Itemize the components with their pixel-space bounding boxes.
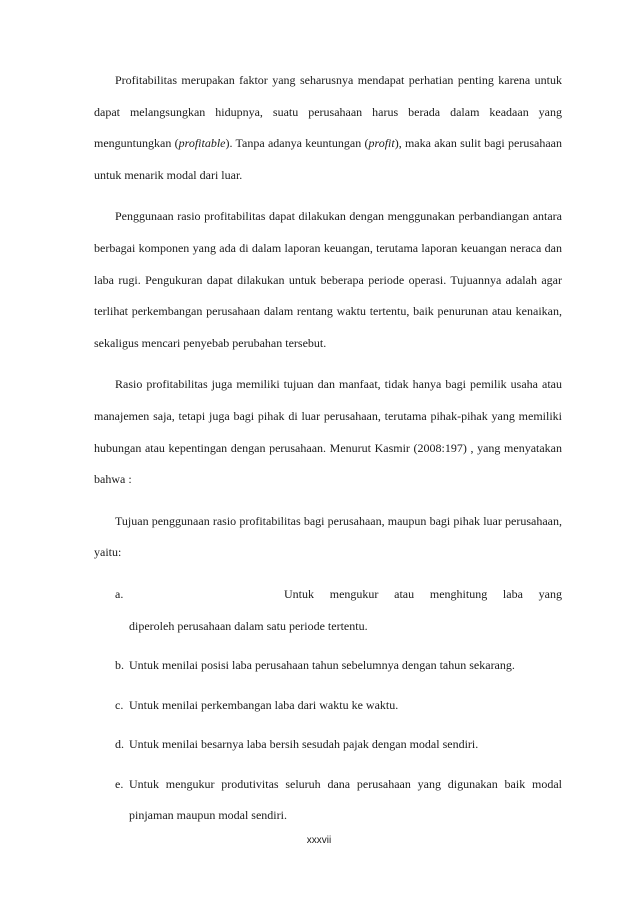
- paragraph-1: [94, 65, 562, 191]
- list-item-text: Untuk menilai besarnya laba bersih sesudah pajak dengan modal sendiri.: [129, 737, 479, 752]
- paragraph-1-text-a: Profitabilitas merupakan faktor yang seharusnya mendapat perhatian penting karena untuk dapat melangsungkan hidupnya, suatu perusahaan harus berada dalam keadaan yang menguntungkan (: [94, 73, 562, 151]
- list-item: [94, 729, 562, 761]
- list-item: [94, 769, 562, 832]
- paragraph-3: Rasio profitabilitas juga memiliki tujuan dan manfaat, tidak hanya bagi pemilik usaha atau manajemen saja, tetapi juga bagi pihak di luar perusahaan, terutama pihak-pihak yang memiliki hubungan atau kepentingan dengan perusahaan. Menurut Kasmir (2008:197) , yang menyatakan bahwa :: [94, 377, 562, 487]
- list-marker: d.: [115, 737, 124, 752]
- paragraph-2: Penggunaan rasio profitabilitas dapat dilakukan dengan menggunakan perbandiangan antara berbagai komponen yang ada di dalam laporan keuangan, terutama laporan keuangan neraca dan laba rugi. Pengukuran dapat dilakukan untuk beberapa periode operasi. Tujuannya adalah agar terlihat perkembangan perusahaan dalam rentang waktu tertentu, baik penurunan atau kenaikan, sekaligus mencari penyebab perubahan tersebut.: [94, 209, 562, 350]
- list-marker: b.: [115, 658, 124, 673]
- page-content: [94, 65, 562, 840]
- paragraph-1-text-b: ). Tanpa adanya keuntungan (: [225, 136, 369, 151]
- list-marker: e.: [115, 776, 124, 791]
- purpose-list: [94, 579, 562, 832]
- paragraph-1-text-c: ), maka akan sulit bagi perusahaan untuk menarik modal dari luar.: [94, 136, 563, 182]
- list-item-text: Untuk mengukur produtivitas seluruh dana perusahaan yang digunakan baik modal pinjaman maupun modal sendiri.: [129, 776, 562, 823]
- list-item-text-line2: diperoleh perusahaan dalam satu periode tertentu.: [129, 618, 368, 633]
- paragraph-1-italic-profit: profit: [368, 136, 395, 151]
- list-marker: a.: [115, 586, 124, 601]
- paragraph-1-italic-profitable: profitable: [178, 136, 226, 151]
- paragraph-4: Tujuan penggunaan rasio profitabilitas bagi perusahaan, maupun bagi pihak luar perusahaan, yaitu:: [94, 513, 562, 560]
- list-item-text: Untuk menilai perkembangan laba dari waktu ke waktu.: [129, 697, 399, 712]
- list-item: [94, 579, 562, 642]
- list-item-text: Untuk menilai posisi laba perusahaan tahun sebelumnya dengan tahun sekarang.: [129, 658, 515, 673]
- list-marker: c.: [115, 697, 124, 712]
- list-item: [94, 690, 562, 722]
- list-item-text-line1: Untuk mengukur atau menghitung laba yang: [284, 586, 562, 601]
- page-number: xxxvii: [306, 835, 332, 846]
- list-item: [94, 650, 562, 682]
